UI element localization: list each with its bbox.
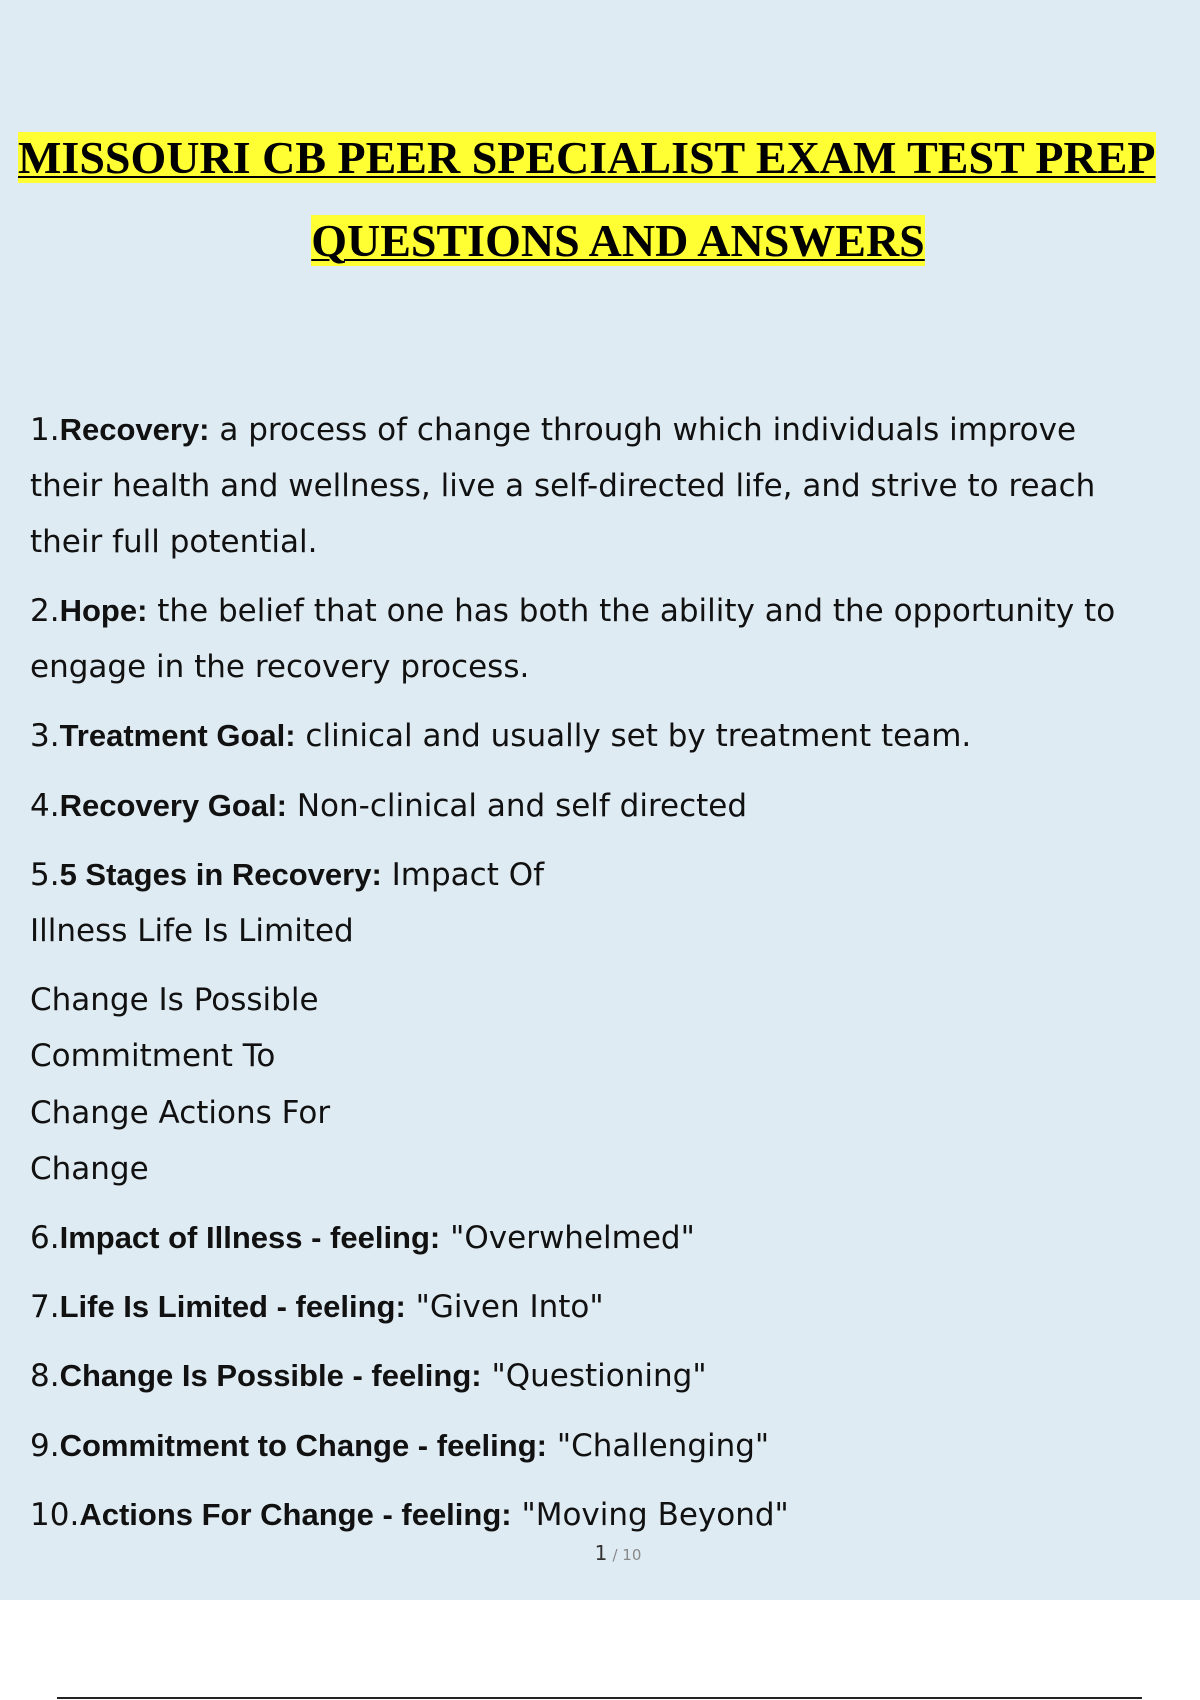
item-definition-continued: their health and wellness, live a self-directed life, and strive to reach — [30, 468, 1096, 504]
item-definition: clinical and usually set by treatment team. — [295, 718, 972, 754]
item-definition-continued: Change Actions For — [30, 1095, 331, 1131]
item-definition: "Challenging" — [546, 1428, 770, 1464]
item-term: Recovery: — [59, 412, 210, 447]
item-number: 4. — [30, 788, 60, 824]
item-definition: "Given Into" — [405, 1289, 604, 1325]
item-term: Change Is Possible - feeling: — [59, 1358, 482, 1393]
qa-item-3 — [30, 708, 1180, 764]
item-definition-continued: engage in the recovery process. — [30, 649, 530, 685]
item-term: Actions For Change - feeling: — [79, 1497, 512, 1532]
item-term: Life Is Limited - feeling: — [59, 1289, 406, 1324]
title-highlight: MISSOURI CB PEER SPECIALIST EXAM TEST PREP — [18, 132, 1156, 183]
qa-item-5 — [30, 847, 1180, 903]
item-term: Hope: — [59, 593, 148, 628]
item-number: 10. — [30, 1497, 80, 1533]
document-title-line-1 — [18, 130, 1156, 186]
qa-item-1 — [30, 402, 1180, 458]
qa-item-10 — [30, 1487, 1180, 1543]
item-definition: Impact Of — [381, 857, 545, 893]
item-definition-continued: Illness Life Is Limited — [30, 913, 354, 949]
item-definition-continued: Change — [30, 1151, 149, 1187]
item-term: Treatment Goal: — [59, 718, 296, 753]
title-highlight: QUESTIONS AND ANSWERS — [311, 215, 925, 266]
document-title-line-2 — [0, 213, 1200, 269]
item-number: 7. — [30, 1289, 60, 1325]
qa-item-8 — [30, 1348, 1180, 1404]
item-definition: "Moving Beyond" — [511, 1497, 789, 1533]
current-page-number: 1 — [594, 1541, 608, 1565]
qa-item-2 — [30, 583, 1180, 639]
qa-item-6 — [30, 1210, 1180, 1266]
item-definition: Non-clinical and self directed — [287, 788, 748, 824]
item-term: Impact of Illness - feeling: — [59, 1220, 441, 1255]
item-definition-continued: Change Is Possible — [30, 982, 319, 1018]
item-term: Recovery Goal: — [59, 788, 288, 823]
total-pages: / 10 — [612, 1546, 642, 1564]
qa-item-9 — [30, 1418, 1180, 1474]
next-page-divider — [57, 1697, 1142, 1699]
item-definition: a process of change through which individuals improve — [209, 412, 1077, 448]
item-definition-continued: their full potential. — [30, 524, 318, 560]
qa-item-4 — [30, 778, 1180, 834]
item-number: 3. — [30, 718, 60, 754]
page-indicator — [0, 1541, 1200, 1565]
item-number: 2. — [30, 593, 60, 629]
item-definition: "Questioning" — [481, 1358, 707, 1394]
item-definition: the belief that one has both the ability and the opportunity to — [147, 593, 1116, 629]
item-number: 8. — [30, 1358, 60, 1394]
item-number: 1. — [30, 412, 60, 448]
item-definition: "Overwhelmed" — [440, 1220, 695, 1256]
item-number: 6. — [30, 1220, 60, 1256]
item-definition-continued: Commitment To — [30, 1038, 276, 1074]
item-number: 5. — [30, 857, 60, 893]
qa-item-7 — [30, 1279, 1180, 1335]
item-number: 9. — [30, 1428, 60, 1464]
item-term: Commitment to Change - feeling: — [59, 1428, 547, 1463]
item-term: 5 Stages in Recovery: — [59, 857, 382, 892]
